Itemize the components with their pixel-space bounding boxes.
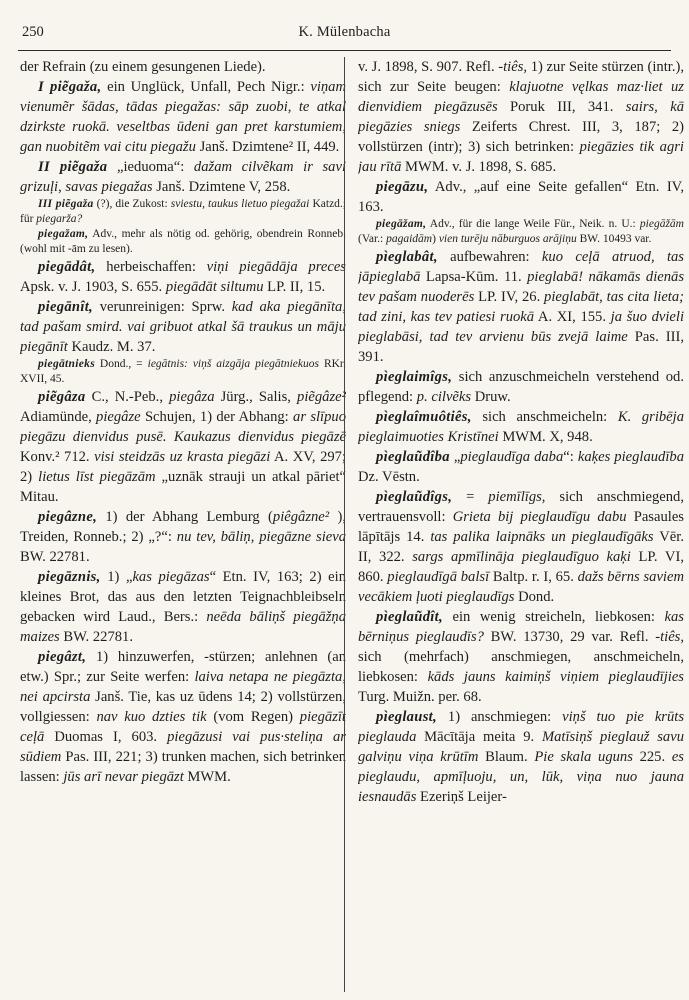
entry-text: sich anschmiegend, vertrauensvoll: bbox=[358, 489, 684, 525]
entry-text: (Var.: bbox=[358, 233, 387, 245]
example-text: K. gribēja pieglaimuoties Kristīnei bbox=[358, 409, 684, 445]
entry-text: Duomas I, 603. bbox=[44, 729, 168, 745]
entry-text: Lapsa-Kūm. 11. bbox=[420, 269, 528, 285]
column-divider bbox=[344, 57, 345, 992]
example-text: piêgâzne² bbox=[272, 509, 330, 525]
headword: III piẽgaža bbox=[38, 198, 94, 210]
entry-text: Druw. bbox=[471, 389, 511, 405]
entry-text: BW. 13730, 29 var. Refl. bbox=[483, 629, 656, 645]
entry-text: MWM. bbox=[183, 769, 231, 785]
entry-text: Katzd.; für bbox=[20, 198, 346, 225]
headword: II piẽgaža bbox=[38, 159, 108, 175]
headword: piegādât, bbox=[38, 259, 96, 275]
example-text: sviestu, taukus lietuo piegažai bbox=[170, 198, 310, 210]
entry-text: A. XI, 155. bbox=[534, 309, 611, 325]
example-text: piegâza bbox=[169, 389, 215, 405]
example-text: pieglaudīgā balsī bbox=[387, 569, 490, 585]
entry-text: Schujen, 1) der Abhang: bbox=[140, 409, 294, 425]
example-text: iegātnis: viņš aizgāja piegātniekuos bbox=[147, 358, 319, 370]
dictionary-entry bbox=[358, 177, 684, 217]
entry-text: ), Treiden, Ronneb.; 2) „?“: bbox=[20, 509, 346, 545]
headword: piegâzt, bbox=[38, 649, 87, 665]
example-text: kaķes pieglaudība bbox=[577, 449, 684, 465]
entry-text: Apsk. v. J. 1903, S. 655. bbox=[20, 279, 166, 295]
dictionary-entry bbox=[20, 157, 346, 197]
headword: pìeglaũdîba bbox=[376, 449, 450, 465]
entry-text: (vom Regen) bbox=[206, 709, 300, 725]
entry-text: Konv.² 712. bbox=[20, 449, 95, 465]
example-text: piẽgâze² bbox=[297, 389, 346, 405]
entry-text: Mācītāja meita 9. bbox=[416, 729, 542, 745]
dictionary-entry bbox=[20, 387, 346, 507]
dictionary-entry bbox=[20, 77, 346, 157]
example-text: neēda bāliņš piegāžņa maizes bbox=[20, 609, 346, 645]
entry-text: MWM. X, 948. bbox=[498, 429, 593, 445]
dictionary-entry bbox=[20, 197, 346, 227]
example-text: viņi piegādāja preces bbox=[206, 259, 346, 275]
entry-text: 1) der Abhang Lemburg ( bbox=[97, 509, 273, 525]
entry-text: Turg. Muižn. per. 68. bbox=[358, 689, 482, 705]
headword: I piẽgaža, bbox=[38, 79, 102, 95]
example-text: vien turēju nāburguos arājiņu bbox=[438, 233, 577, 245]
example-text: viņam vienumẽr šādas, tādas piegažas: sāp zuobi, te atkal dzirkste ruokā. veseltbas ūdeni gan pret karstumiem, gan nuobitẽm vai citu piegažu bbox=[20, 79, 346, 155]
example-text: piemīlīgs, bbox=[488, 489, 546, 505]
entry-text: LP. IV, 26. bbox=[474, 289, 545, 305]
headword: pìeglaimîgs, bbox=[376, 369, 453, 385]
headword: pìeglaũdîgs, bbox=[376, 489, 453, 505]
entry-text: BW. 22781. bbox=[59, 629, 133, 645]
entry-text: v. J. 1898, S. 907. Refl. bbox=[358, 59, 499, 75]
example-text: pieglabāt, tas cita lieta; tad zini, kas tev patiesi ruokā bbox=[358, 289, 684, 325]
example-text: nu tev, bāliņ, piegāzne sieva bbox=[176, 529, 346, 545]
example-text: pieglabā! nākamās dienās tev pašam nuoderēs bbox=[358, 269, 684, 305]
entry-text: sich anzuschmeicheln verstehend od. pflegend: bbox=[358, 369, 684, 405]
entry-text: 1) „ bbox=[100, 569, 133, 585]
entry-text: herbeischaffen: bbox=[95, 259, 207, 275]
dictionary-entry bbox=[20, 567, 346, 647]
dictionary-entry bbox=[358, 487, 684, 607]
example-text: piegāzīt ceļā bbox=[20, 709, 346, 745]
entry-text: RKr. XVII, 45. bbox=[20, 358, 346, 385]
example-text: piegādāt siltumu bbox=[165, 279, 264, 295]
entry-text: Kaudz. M. 37. bbox=[67, 339, 156, 355]
dictionary-entry bbox=[358, 57, 684, 177]
entry-text: LP. VI, 860. bbox=[358, 549, 684, 585]
entry-text: C., N.-Peb., bbox=[85, 389, 170, 405]
entry-text: „ bbox=[449, 449, 461, 465]
example-text: ja šuo dvieli pieglabāsi, tad tev arvienu būs zvejā laime bbox=[358, 309, 684, 345]
example-text: kas piegāzas bbox=[132, 569, 210, 585]
entry-text: BW. 10493 var. bbox=[576, 233, 652, 245]
dictionary-entry bbox=[358, 247, 684, 367]
dictionary-entry bbox=[20, 297, 346, 357]
example-text: viņš tuo pie krūts pieglauda bbox=[358, 709, 684, 745]
dictionary-entry bbox=[20, 647, 346, 787]
example-text: lietus līst piegāzām bbox=[38, 469, 156, 485]
example-text: jūs arī nevar piegāzt bbox=[63, 769, 184, 785]
entry-text: sich (mehrfach) anschmiegen, anschmeicheln, liebkosen: bbox=[358, 649, 684, 685]
entry-text: Pas. III, 221; 3) trunken machen, sich betrinken lassen: bbox=[20, 749, 346, 785]
dictionary-entry bbox=[20, 257, 346, 297]
example-text: -tiês, bbox=[498, 59, 528, 75]
dictionary-entry bbox=[20, 507, 346, 567]
dictionary-entry bbox=[358, 707, 684, 807]
example-text: tas palika laipnāks un pieglaudīgāks bbox=[430, 529, 654, 545]
entry-text: der Refrain (zu einem gesungenen Liede). bbox=[20, 59, 266, 75]
dictionary-entry bbox=[358, 607, 684, 707]
entry-text: „ieduoma“: bbox=[107, 159, 194, 175]
entry-text: Poruk III, 341. bbox=[497, 99, 626, 115]
entry-text: “ Etn. IV, 163; 2) ein kleines Brot, das aus den letzten Teignachbleibseln gebacken wird Laud., Bers.: bbox=[20, 569, 346, 625]
example-text: piegarža? bbox=[36, 213, 83, 225]
headword: piegāžam, bbox=[376, 218, 427, 230]
entry-text: ein wenig streicheln, liebkosen: bbox=[442, 609, 665, 625]
entry-text: Adv., für die lange Weile Für., Neik. n. U.: bbox=[426, 218, 640, 230]
headword: piegātnieks bbox=[38, 358, 95, 370]
dictionary-entry bbox=[20, 57, 346, 77]
dictionary-entry bbox=[20, 227, 346, 257]
entry-text: Janš. Dzimtene V, 258. bbox=[152, 179, 291, 195]
entry-text: Ezeriņš Leijer- bbox=[416, 789, 507, 805]
entry-text: 1) hinzuwerfen, -stürzen; anlehnen (an etw.) Spr.; zur Seite werfen: bbox=[20, 649, 346, 685]
headword: piegāzu, bbox=[376, 179, 429, 195]
entry-text: aufbewahren: bbox=[437, 249, 542, 265]
entry-text: = bbox=[452, 489, 489, 505]
entry-text: Janš. Dzimtene² II, 449. bbox=[195, 139, 340, 155]
headword: piegâzne, bbox=[38, 509, 98, 525]
example-text: piegāzusi vai pus·steliņa ar sūdiem bbox=[20, 729, 346, 765]
entry-text: 1) zur Seite stürzen (intr.), sich zur Seite beugen: bbox=[358, 59, 684, 95]
entry-text: 1) anschmiegen: bbox=[436, 709, 563, 725]
headword: pìeglabât, bbox=[376, 249, 438, 265]
entry-text: ein Unglück, Unfall, Pech Nigr.: bbox=[101, 79, 311, 95]
entry-text: 225. bbox=[632, 749, 672, 765]
example-text: klajuotne vęlkas maz·liet uz dienvidiem piegāzusēs bbox=[358, 79, 684, 115]
entry-text: LP. II, 15. bbox=[263, 279, 326, 295]
entry-text: A. XV, 297; 2) bbox=[20, 449, 346, 485]
example-text: sairs, kā piegāzies sniegs bbox=[358, 99, 684, 135]
entry-text: “: bbox=[563, 449, 578, 465]
entry-text: sich anschmeicheln: bbox=[471, 409, 618, 425]
header-rule bbox=[18, 50, 671, 51]
entry-text: Dz. Vēstn. bbox=[358, 469, 420, 485]
example-text: kas bērniņus pieglaudīs? bbox=[358, 609, 684, 645]
headword: piegānît, bbox=[38, 299, 93, 315]
entry-text: Adiamünde, bbox=[20, 409, 97, 425]
example-text: piegāzies tik agri jau rītā bbox=[358, 139, 684, 175]
entry-text: verunreinigen: Sprw. bbox=[93, 299, 232, 315]
headword: piegāznis, bbox=[38, 569, 101, 585]
dictionary-entry bbox=[20, 357, 346, 387]
headword: piegažam, bbox=[38, 228, 89, 240]
example-text: dažs bērns saviem vecākiem ļuoti pieglaudīgs bbox=[358, 569, 684, 605]
entry-text: Adv., „auf eine Seite gefallen“ Etn. IV, 163. bbox=[358, 179, 684, 215]
example-text: pieglaudīga daba bbox=[460, 449, 564, 465]
example-text: dažam cilvẽkam ir savi grizuļi, savas piegažas bbox=[20, 159, 346, 195]
dictionary-entry bbox=[358, 407, 684, 447]
example-text: es pieglaudu, apmīļuoju, un, lūk, viņa nuo jauna iesnaudās bbox=[358, 749, 684, 805]
headword: pìeglaîmuôtiês, bbox=[376, 409, 472, 425]
headword: pìeglaust, bbox=[376, 709, 437, 725]
entry-text: ) bbox=[432, 233, 439, 245]
entry-text: Adv., mehr als nötig od. gehörig, obendrein Ronneb. (wohl mit -ām zu lesen). bbox=[20, 228, 346, 255]
page-header bbox=[22, 14, 667, 42]
example-text: visi steidzās uz krasta piegāzi bbox=[94, 449, 271, 465]
example-text: ar slīpuo piegāzu dienvidus pusē. Kaukazus dienvidus piegāzē bbox=[20, 409, 346, 445]
page-number: 250 bbox=[22, 24, 44, 40]
headword: piẽgâza bbox=[38, 389, 86, 405]
running-title: K. Mülenbacha bbox=[298, 24, 391, 40]
entry-text: Baltp. r. I, 65. bbox=[489, 569, 578, 585]
example-text: p. cilvẽks bbox=[416, 389, 472, 405]
entry-text: Zeiferts Chrest. III, 3, 187; 2) vollstürzen (intr); 3) sich betrinken: bbox=[358, 119, 684, 155]
example-text: Pie skala uguns bbox=[534, 749, 633, 765]
example-text: kāds jauns kaimiņš viņiem pieglaudījies bbox=[427, 669, 684, 685]
example-text: sargs apmīlināja pieglaudīguo kaķi bbox=[412, 549, 631, 565]
example-text: laiva netapa ne piegāzta, nei apcirsta bbox=[20, 669, 346, 705]
example-text: piegāžām bbox=[639, 218, 684, 230]
entry-text: Vēr. II, 322. bbox=[358, 529, 684, 565]
entry-text: Jürg., Salis, bbox=[214, 389, 298, 405]
headword: pìeglaũdît, bbox=[376, 609, 443, 625]
dictionary-entry bbox=[358, 217, 684, 247]
example-text: Matīsiņš pieglauž savu galviņu viņa krūtīm bbox=[358, 729, 684, 765]
example-text: Grieta bij pieglaudīgu dabu bbox=[452, 509, 627, 525]
example-text: piegâze bbox=[96, 409, 141, 425]
entry-text: Dond., = bbox=[94, 358, 148, 370]
example-text: pagaidām bbox=[386, 233, 433, 245]
dictionary-entry bbox=[358, 367, 684, 407]
entry-text: Pas. III, 391. bbox=[358, 329, 684, 365]
entry-text: MWM. v. J. 1898, S. 685. bbox=[401, 159, 557, 175]
entry-text: (?), die Zukost: bbox=[93, 198, 171, 210]
example-text: kuo ceļā atruod, tas jāpieglabā bbox=[358, 249, 684, 285]
entry-text: BW. 22781. bbox=[20, 549, 90, 565]
entry-text: Pasaules lāpītājs 14. bbox=[358, 509, 684, 545]
entry-text: Blaum. bbox=[478, 749, 535, 765]
example-text: nav kuo dzties tik bbox=[96, 709, 207, 725]
entry-text: Dond. bbox=[514, 589, 555, 605]
example-text: -tiês, bbox=[655, 629, 684, 645]
entry-text: Janš. Tie, kas uz ūdens 14; 2) vollstürzen, vollgiessen: bbox=[20, 689, 346, 725]
right-column bbox=[358, 57, 684, 994]
dictionary-entry bbox=[358, 447, 684, 487]
entry-text: „uznāk strauji un atkal pāriet“ Mitau. bbox=[20, 469, 346, 505]
example-text: kad aka piegānīta, tad pašam smird. vai gribuot atkal šā traukus un māju piegānīt bbox=[20, 299, 346, 355]
left-column bbox=[20, 57, 346, 994]
